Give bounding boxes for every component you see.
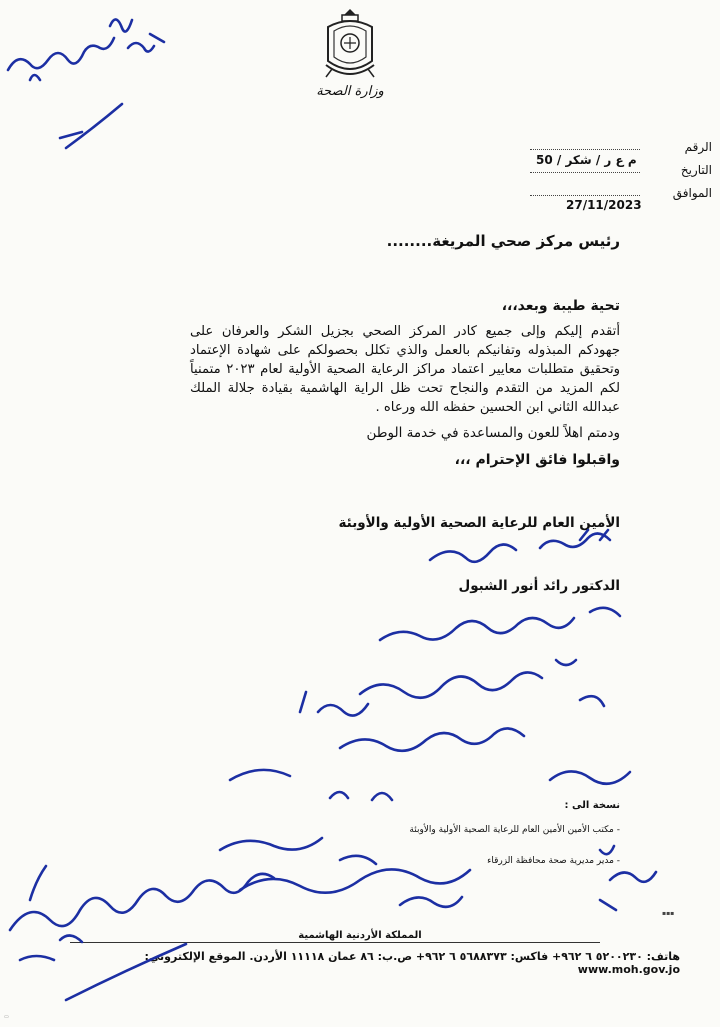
- copies-label: نسخة الى :: [564, 800, 620, 811]
- footer-kingdom: المملكة الأردنية الهاشمية: [260, 930, 460, 941]
- footer-divider: [70, 942, 600, 943]
- date-label: التاريخ: [680, 163, 712, 177]
- copy-item: - مكتب الأمين الأمين العام للرعاية الصحية الأولية والأوبئة: [409, 825, 620, 835]
- ministry-name: وزارة الصحة: [316, 84, 384, 99]
- footer-contact: هاتف: ٥٢٠٠٢٣٠ ٦ ٩٦٢+ فاكس: ٥٦٨٨٣٧٣ ٦ ٩٦٢+ ص.ب: ٨٦ عمان ١١١١٨ الأردن. الموقع الإلكتروني: www.moh.gov.jo: [144, 950, 680, 976]
- corresponding-label: الموافق: [672, 186, 712, 200]
- signatory-name: الدكتور رائد أنور الشبول: [458, 578, 620, 594]
- reference-number: م ع ر / شكر / 50: [536, 153, 637, 167]
- letter-body: أتقدم إليكم وإلى جميع كادر المركز الصحي بجزيل الشكر والعرفان على جهودكم المبذوله وتفانيكم بالعمل والذي تكلل بحصولكم على شهادة الإعتماد وتحقيق متطلبات معايير اعتماد مراكز الرعاية الصحية الأولية لعام ٢٠٢٣ متمنياً لكم المزيد من التقدم والنجاح تحت ظل الراية الهاشمية بقيادة جلالة الملك عبدالله الثاني ابن الحسين حفظه الله ورعاه .: [190, 324, 620, 415]
- date-value: 27/11/2023: [566, 198, 642, 212]
- margin-mark: ▪▪▪: [662, 910, 675, 917]
- closing-regards: واقبلوا فائق الإحترام ،،،: [454, 452, 620, 468]
- date-line: [530, 172, 640, 173]
- corresponding-line: [530, 195, 640, 196]
- jordan-emblem-icon: [318, 5, 382, 83]
- number-label: الرقم: [684, 140, 712, 154]
- signatory-title: الأمين العام للرعاية الصحية الأولية والأوبئة: [338, 515, 620, 531]
- recipient: رئيس مركز صحي المريغة........: [386, 232, 620, 250]
- greeting: تحية طيبة وبعد،،،: [501, 298, 620, 314]
- copy-item: - مدير مديرية صحة محافظة الزرقاء: [487, 856, 620, 866]
- scan-watermark: ▭: [4, 1014, 9, 1020]
- closing-line: ودمتم اهلاً للعون والمساعدة في خدمة الوطن: [366, 425, 620, 441]
- number-line: [530, 149, 640, 150]
